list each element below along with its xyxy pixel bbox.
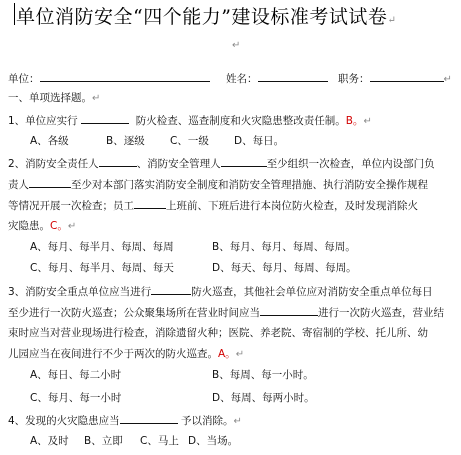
empty-paragraph (232, 38, 240, 53)
name-blank[interactable] (258, 71, 328, 82)
q4-option-d: D、当场。 (188, 435, 239, 447)
unit-label: 单位： (8, 73, 40, 85)
name-field[interactable] (226, 71, 328, 86)
document-title[interactable] (16, 2, 396, 29)
q2-option-c: C、每月、每半月、每周、每天 (30, 262, 174, 274)
q3-answer: A。 (218, 348, 236, 360)
q3-blank-1[interactable] (151, 284, 191, 295)
text-cursor (14, 3, 15, 25)
q1-blank[interactable] (81, 113, 129, 124)
question-3-line-2: 至少进行一次防火巡查；公众聚集场所在营业时间应当 进行一次防火巡查，营业结 (8, 307, 444, 319)
q2-blank-1[interactable] (99, 156, 137, 167)
q3-option-c: C、每月、每一小时 (30, 392, 122, 404)
q3-blank-2[interactable] (260, 305, 318, 316)
q1-option-b: B、逐级 (106, 135, 145, 147)
paragraph-mark: ↵ (233, 416, 242, 427)
question-2-line-1: 2、消防安全责任人 、消防安全管理人 至少组织一次检查，单位内设部门负 (8, 158, 435, 170)
q3-option-d: D、每周、每两小时。 (212, 392, 315, 404)
question-1: 1、单位应实行 防火检查、巡查制度和火灾隐患整改责任制。B。↵ (8, 115, 372, 127)
unit-field[interactable] (8, 71, 210, 86)
paragraph-mark: ↵ (232, 40, 241, 51)
q2-option-d: D、每天、每月、每周、每周。 (212, 262, 357, 274)
q4-option-c: C、马上 (140, 435, 179, 447)
paragraph-mark: ↵ (363, 116, 372, 127)
q2-blank-4[interactable] (134, 198, 166, 209)
question-2-line-3: 等情况开展一次检查；员工 上班前、下班后进行本岗位防火检查，及时发现消除火 (8, 200, 418, 212)
q2-blank-3[interactable] (29, 177, 71, 188)
q1-option-d: D、每日。 (234, 135, 285, 147)
q1-option-a: A、各级 (30, 135, 69, 147)
q4-option-a: A、及时 (30, 435, 69, 447)
q4-option-b: B、立即 (84, 435, 123, 447)
position-field[interactable] (338, 71, 452, 86)
question-3-line-4: 儿园应当在夜间进行不少于两次的防火巡查。A。↵ (8, 348, 245, 360)
paragraph-mark: ↵ (443, 74, 452, 85)
section-heading: 一、单项选择题。↵ (8, 92, 101, 104)
q2-option-b: B、每月、每月、每周、每周。 (212, 241, 356, 253)
q3-option-b: B、每周、每一小时。 (212, 369, 314, 381)
paragraph-mark: ↵ (92, 93, 101, 104)
q2-answer: C。 (50, 220, 68, 232)
q3-option-a: A、每日、每二小时 (30, 369, 122, 381)
q1-answer: B。 (345, 115, 364, 127)
question-4: 4、发现的火灾隐患应当 予以消除。↵ (8, 415, 242, 427)
q1-option-c: C、一级 (170, 135, 209, 147)
paragraph-mark: ↵ (235, 349, 245, 360)
position-label: 职务： (338, 73, 370, 85)
title-text: 单位消防安全“四个能力”建设标准考试试卷 (16, 6, 388, 28)
paragraph-mark: ↵ (387, 15, 397, 26)
paragraph-mark: ↵ (67, 221, 77, 232)
question-3-line-1: 3、消防安全重点单位应当进行 防火巡查，其他社会单位应对消防安全重点单位每日 (8, 286, 433, 298)
q2-option-a: A、每月、每半月、每周、每周 (30, 241, 174, 253)
question-2-line-4: 灾隐患。C。↵ (8, 220, 77, 232)
q2-blank-2[interactable] (221, 156, 267, 167)
unit-blank[interactable] (40, 71, 210, 82)
q4-blank[interactable] (120, 413, 178, 424)
question-2-line-2: 责人 至少对本部门落实消防安全制度和消防安全管理措施、执行消防安全操作规程 (8, 179, 428, 191)
question-3-line-3: 束时应当对营业现场进行检查，消除遗留火种；医院、养老院、寄宿制的学校、托儿所、幼 (8, 327, 428, 339)
position-blank[interactable] (370, 71, 444, 82)
name-label: 姓名： (226, 73, 258, 85)
